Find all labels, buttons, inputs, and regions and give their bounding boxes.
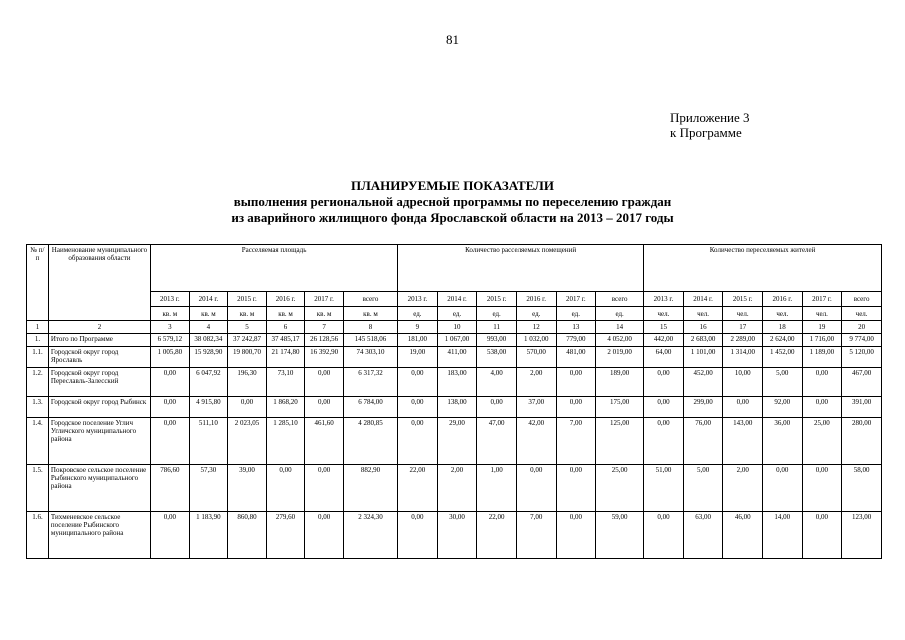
value-cell: 993,00	[477, 334, 517, 347]
value-cell: 138,00	[437, 397, 477, 418]
value-cell: 1 452,00	[763, 347, 803, 368]
header-name: Наименование муниципального образования области	[48, 245, 150, 321]
value-cell: 0,00	[305, 512, 344, 559]
municipality-name-cell: Итого по Программе	[48, 334, 150, 347]
column-number-cell: 3	[151, 321, 190, 334]
header-unit-cell: ед.	[398, 307, 438, 321]
header-year-cell: 2016 г.	[266, 292, 305, 307]
column-number-cell: 10	[437, 321, 477, 334]
value-cell: 145 518,06	[343, 334, 397, 347]
header-num: № п/п	[27, 245, 49, 321]
value-cell: 58,00	[842, 465, 882, 512]
value-cell: 25,00	[802, 418, 842, 465]
value-cell: 0,00	[228, 397, 267, 418]
value-cell: 143,00	[723, 418, 763, 465]
table-row	[27, 334, 882, 347]
header-year-cell: 2013 г.	[644, 292, 684, 307]
municipality-name-cell: Тихменевское сельское поселение Рыбинского муниципального района	[48, 512, 150, 559]
value-cell: 14,00	[763, 512, 803, 559]
value-cell: 511,10	[189, 418, 228, 465]
value-cell: 74 303,10	[343, 347, 397, 368]
header-unit-cell: кв. м	[305, 307, 344, 321]
value-cell: 1 101,00	[683, 347, 723, 368]
value-cell: 5 120,00	[842, 347, 882, 368]
column-number-cell: 12	[516, 321, 556, 334]
value-cell: 0,00	[723, 397, 763, 418]
header-unit-cell: ед.	[516, 307, 556, 321]
value-cell: 2,00	[516, 368, 556, 397]
value-cell: 175,00	[596, 397, 644, 418]
value-cell: 1 005,80	[151, 347, 190, 368]
header-year-cell: 2015 г.	[723, 292, 763, 307]
value-cell: 461,60	[305, 418, 344, 465]
header-unit-cell: ед.	[596, 307, 644, 321]
value-cell: 36,00	[763, 418, 803, 465]
value-cell: 2,00	[437, 465, 477, 512]
column-number-cell: 6	[266, 321, 305, 334]
value-cell: 5,00	[683, 465, 723, 512]
value-cell: 391,00	[842, 397, 882, 418]
value-cell: 0,00	[644, 368, 684, 397]
municipality-name-cell: Городской округ город Ярославль	[48, 347, 150, 368]
document-title	[0, 178, 905, 226]
header-year-cell: 2017 г.	[556, 292, 596, 307]
header-year-cell: 2014 г.	[437, 292, 477, 307]
value-cell: 0,00	[305, 368, 344, 397]
row-number-cell: 1.5.	[27, 465, 49, 512]
value-cell: 125,00	[596, 418, 644, 465]
header-unit-cell: чел.	[683, 307, 723, 321]
value-cell: 0,00	[644, 397, 684, 418]
value-cell: 1 189,00	[802, 347, 842, 368]
value-cell: 4 280,85	[343, 418, 397, 465]
value-cell: 1 314,00	[723, 347, 763, 368]
municipality-name-cell: Городской округ город Переславль-Залесский	[48, 368, 150, 397]
value-cell: 39,00	[228, 465, 267, 512]
value-cell: 181,00	[398, 334, 438, 347]
column-number-cell: 20	[842, 321, 882, 334]
value-cell: 57,30	[189, 465, 228, 512]
value-cell: 0,00	[305, 465, 344, 512]
value-cell: 76,00	[683, 418, 723, 465]
value-cell: 299,00	[683, 397, 723, 418]
value-cell: 4,00	[477, 368, 517, 397]
value-cell: 6 579,12	[151, 334, 190, 347]
value-cell: 2 289,00	[723, 334, 763, 347]
value-cell: 0,00	[802, 397, 842, 418]
value-cell: 1 032,00	[516, 334, 556, 347]
value-cell: 2 023,05	[228, 418, 267, 465]
column-number-cell: 14	[596, 321, 644, 334]
value-cell: 0,00	[802, 368, 842, 397]
value-cell: 29,00	[437, 418, 477, 465]
value-cell: 19 800,70	[228, 347, 267, 368]
column-number-cell: 19	[802, 321, 842, 334]
value-cell: 2 683,00	[683, 334, 723, 347]
column-number-cell: 7	[305, 321, 344, 334]
value-cell: 0,00	[802, 465, 842, 512]
value-cell: 0,00	[398, 397, 438, 418]
value-cell: 37 242,87	[228, 334, 267, 347]
value-cell: 0,00	[644, 418, 684, 465]
header-unit-cell: кв. м	[151, 307, 190, 321]
value-cell: 38 082,34	[189, 334, 228, 347]
table-row	[27, 347, 882, 368]
table-row	[27, 465, 882, 512]
indicators-table	[26, 244, 882, 559]
value-cell: 0,00	[266, 465, 305, 512]
header-unit-cell: ед.	[556, 307, 596, 321]
value-cell: 7,00	[516, 512, 556, 559]
header-unit-cell: ед.	[437, 307, 477, 321]
value-cell: 47,00	[477, 418, 517, 465]
value-cell: 481,00	[556, 347, 596, 368]
row-number-cell: 1.6.	[27, 512, 49, 559]
header-unit-cell: чел.	[842, 307, 882, 321]
row-number-cell: 1.3.	[27, 397, 49, 418]
value-cell: 1 868,20	[266, 397, 305, 418]
row-number-cell: 1.4.	[27, 418, 49, 465]
value-cell: 0,00	[151, 397, 190, 418]
header-year-cell: 2017 г.	[802, 292, 842, 307]
column-number-cell: 13	[556, 321, 596, 334]
value-cell: 26 128,56	[305, 334, 344, 347]
value-cell: 63,00	[683, 512, 723, 559]
value-cell: 538,00	[477, 347, 517, 368]
header-group-people: Количество переселяемых жителей	[644, 245, 882, 292]
value-cell: 0,00	[305, 397, 344, 418]
value-cell: 1 716,00	[802, 334, 842, 347]
value-cell: 882,90	[343, 465, 397, 512]
value-cell: 25,00	[596, 465, 644, 512]
value-cell: 183,00	[437, 368, 477, 397]
value-cell: 0,00	[556, 512, 596, 559]
table-row	[27, 397, 882, 418]
value-cell: 0,00	[556, 368, 596, 397]
appendix-line-2: к Программе	[670, 125, 742, 140]
header-unit-cell: кв. м	[189, 307, 228, 321]
header-group-rooms: Количество расселяемых помещений	[398, 245, 644, 292]
value-cell: 467,00	[842, 368, 882, 397]
municipality-name-cell: Городской округ город Рыбинск	[48, 397, 150, 418]
value-cell: 64,00	[644, 347, 684, 368]
column-number-cell: 9	[398, 321, 438, 334]
value-cell: 0,00	[151, 368, 190, 397]
header-year-cell: 2015 г.	[477, 292, 517, 307]
value-cell: 1,00	[477, 465, 517, 512]
value-cell: 2,00	[723, 465, 763, 512]
column-number-cell: 17	[723, 321, 763, 334]
header-year-cell: 2016 г.	[516, 292, 556, 307]
value-cell: 2 624,00	[763, 334, 803, 347]
value-cell: 7,00	[556, 418, 596, 465]
column-number-cell: 5	[228, 321, 267, 334]
page-number: 81	[446, 32, 459, 47]
value-cell: 10,00	[723, 368, 763, 397]
appendix-line-1: Приложение 3	[670, 110, 750, 125]
value-cell: 123,00	[842, 512, 882, 559]
value-cell: 42,00	[516, 418, 556, 465]
value-cell: 21 174,80	[266, 347, 305, 368]
table-row	[27, 512, 882, 559]
header-unit-cell: чел.	[644, 307, 684, 321]
header-unit-cell: кв. м	[266, 307, 305, 321]
value-cell: 0,00	[151, 418, 190, 465]
value-cell: 0,00	[398, 418, 438, 465]
value-cell: 4 915,80	[189, 397, 228, 418]
header-row-years	[27, 292, 882, 307]
column-number-cell: 2	[48, 321, 150, 334]
header-row-groups	[27, 245, 882, 292]
value-cell: 92,00	[763, 397, 803, 418]
value-cell: 30,00	[437, 512, 477, 559]
municipality-name-cell: Покровское сельское поселение Рыбинского муниципального района	[48, 465, 150, 512]
row-number-cell: 1.2.	[27, 368, 49, 397]
column-number-cell: 16	[683, 321, 723, 334]
table-row	[27, 368, 882, 397]
column-number-cell: 15	[644, 321, 684, 334]
value-cell: 0,00	[516, 465, 556, 512]
header-year-cell: всего	[596, 292, 644, 307]
header-unit-cell: ед.	[477, 307, 517, 321]
value-cell: 59,00	[596, 512, 644, 559]
value-cell: 452,00	[683, 368, 723, 397]
header-row-column-numbers	[27, 321, 882, 334]
value-cell: 9 774,00	[842, 334, 882, 347]
header-year-cell: всего	[842, 292, 882, 307]
value-cell: 4 052,00	[596, 334, 644, 347]
value-cell: 19,00	[398, 347, 438, 368]
value-cell: 196,30	[228, 368, 267, 397]
value-cell: 1 067,00	[437, 334, 477, 347]
title-line-3: из аварийного жилищного фонда Ярославской области на 2013 – 2017 годы	[231, 210, 674, 225]
header-unit-cell: кв. м	[343, 307, 397, 321]
column-number-cell: 11	[477, 321, 517, 334]
appendix-note	[670, 110, 750, 140]
value-cell: 0,00	[398, 368, 438, 397]
header-year-cell: 2014 г.	[683, 292, 723, 307]
header-year-cell: 2016 г.	[763, 292, 803, 307]
value-cell: 16 392,90	[305, 347, 344, 368]
value-cell: 0,00	[556, 465, 596, 512]
municipality-name-cell: Городское поселение Углич Угличского муниципального района	[48, 418, 150, 465]
value-cell: 779,00	[556, 334, 596, 347]
header-year-cell: 2013 г.	[398, 292, 438, 307]
value-cell: 0,00	[477, 397, 517, 418]
value-cell: 15 928,90	[189, 347, 228, 368]
value-cell: 570,00	[516, 347, 556, 368]
value-cell: 786,60	[151, 465, 190, 512]
value-cell: 0,00	[151, 512, 190, 559]
value-cell: 6 784,00	[343, 397, 397, 418]
value-cell: 1 183,90	[189, 512, 228, 559]
value-cell: 280,00	[842, 418, 882, 465]
header-year-cell: 2013 г.	[151, 292, 190, 307]
header-year-cell: 2014 г.	[189, 292, 228, 307]
header-year-cell: всего	[343, 292, 397, 307]
value-cell: 46,00	[723, 512, 763, 559]
column-number-cell: 18	[763, 321, 803, 334]
value-cell: 442,00	[644, 334, 684, 347]
value-cell: 37,00	[516, 397, 556, 418]
column-number-cell: 4	[189, 321, 228, 334]
value-cell: 0,00	[802, 512, 842, 559]
header-unit-cell: чел.	[802, 307, 842, 321]
value-cell: 37 485,17	[266, 334, 305, 347]
value-cell: 279,60	[266, 512, 305, 559]
value-cell: 6 047,92	[189, 368, 228, 397]
header-unit-cell: чел.	[763, 307, 803, 321]
value-cell: 0,00	[398, 512, 438, 559]
header-group-area: Расселяемая площадь	[151, 245, 398, 292]
value-cell: 860,80	[228, 512, 267, 559]
value-cell: 0,00	[763, 465, 803, 512]
value-cell: 51,00	[644, 465, 684, 512]
row-number-cell: 1.1.	[27, 347, 49, 368]
value-cell: 0,00	[556, 397, 596, 418]
value-cell: 2 019,00	[596, 347, 644, 368]
table-row	[27, 418, 882, 465]
header-year-cell: 2015 г.	[228, 292, 267, 307]
value-cell: 22,00	[398, 465, 438, 512]
column-number-cell: 8	[343, 321, 397, 334]
header-unit-cell: чел.	[723, 307, 763, 321]
title-line-1: ПЛАНИРУЕМЫЕ ПОКАЗАТЕЛИ	[351, 178, 554, 193]
column-number-cell: 1	[27, 321, 49, 334]
row-number-cell: 1.	[27, 334, 49, 347]
header-year-cell: 2017 г.	[305, 292, 344, 307]
value-cell: 189,00	[596, 368, 644, 397]
value-cell: 411,00	[437, 347, 477, 368]
value-cell: 1 285,10	[266, 418, 305, 465]
header-unit-cell: кв. м	[228, 307, 267, 321]
value-cell: 22,00	[477, 512, 517, 559]
title-line-2: выполнения региональной адресной программы по переселению граждан	[233, 194, 672, 209]
value-cell: 2 324,30	[343, 512, 397, 559]
value-cell: 5,00	[763, 368, 803, 397]
value-cell: 73,10	[266, 368, 305, 397]
value-cell: 0,00	[644, 512, 684, 559]
value-cell: 6 317,32	[343, 368, 397, 397]
header-row-units	[27, 307, 882, 321]
